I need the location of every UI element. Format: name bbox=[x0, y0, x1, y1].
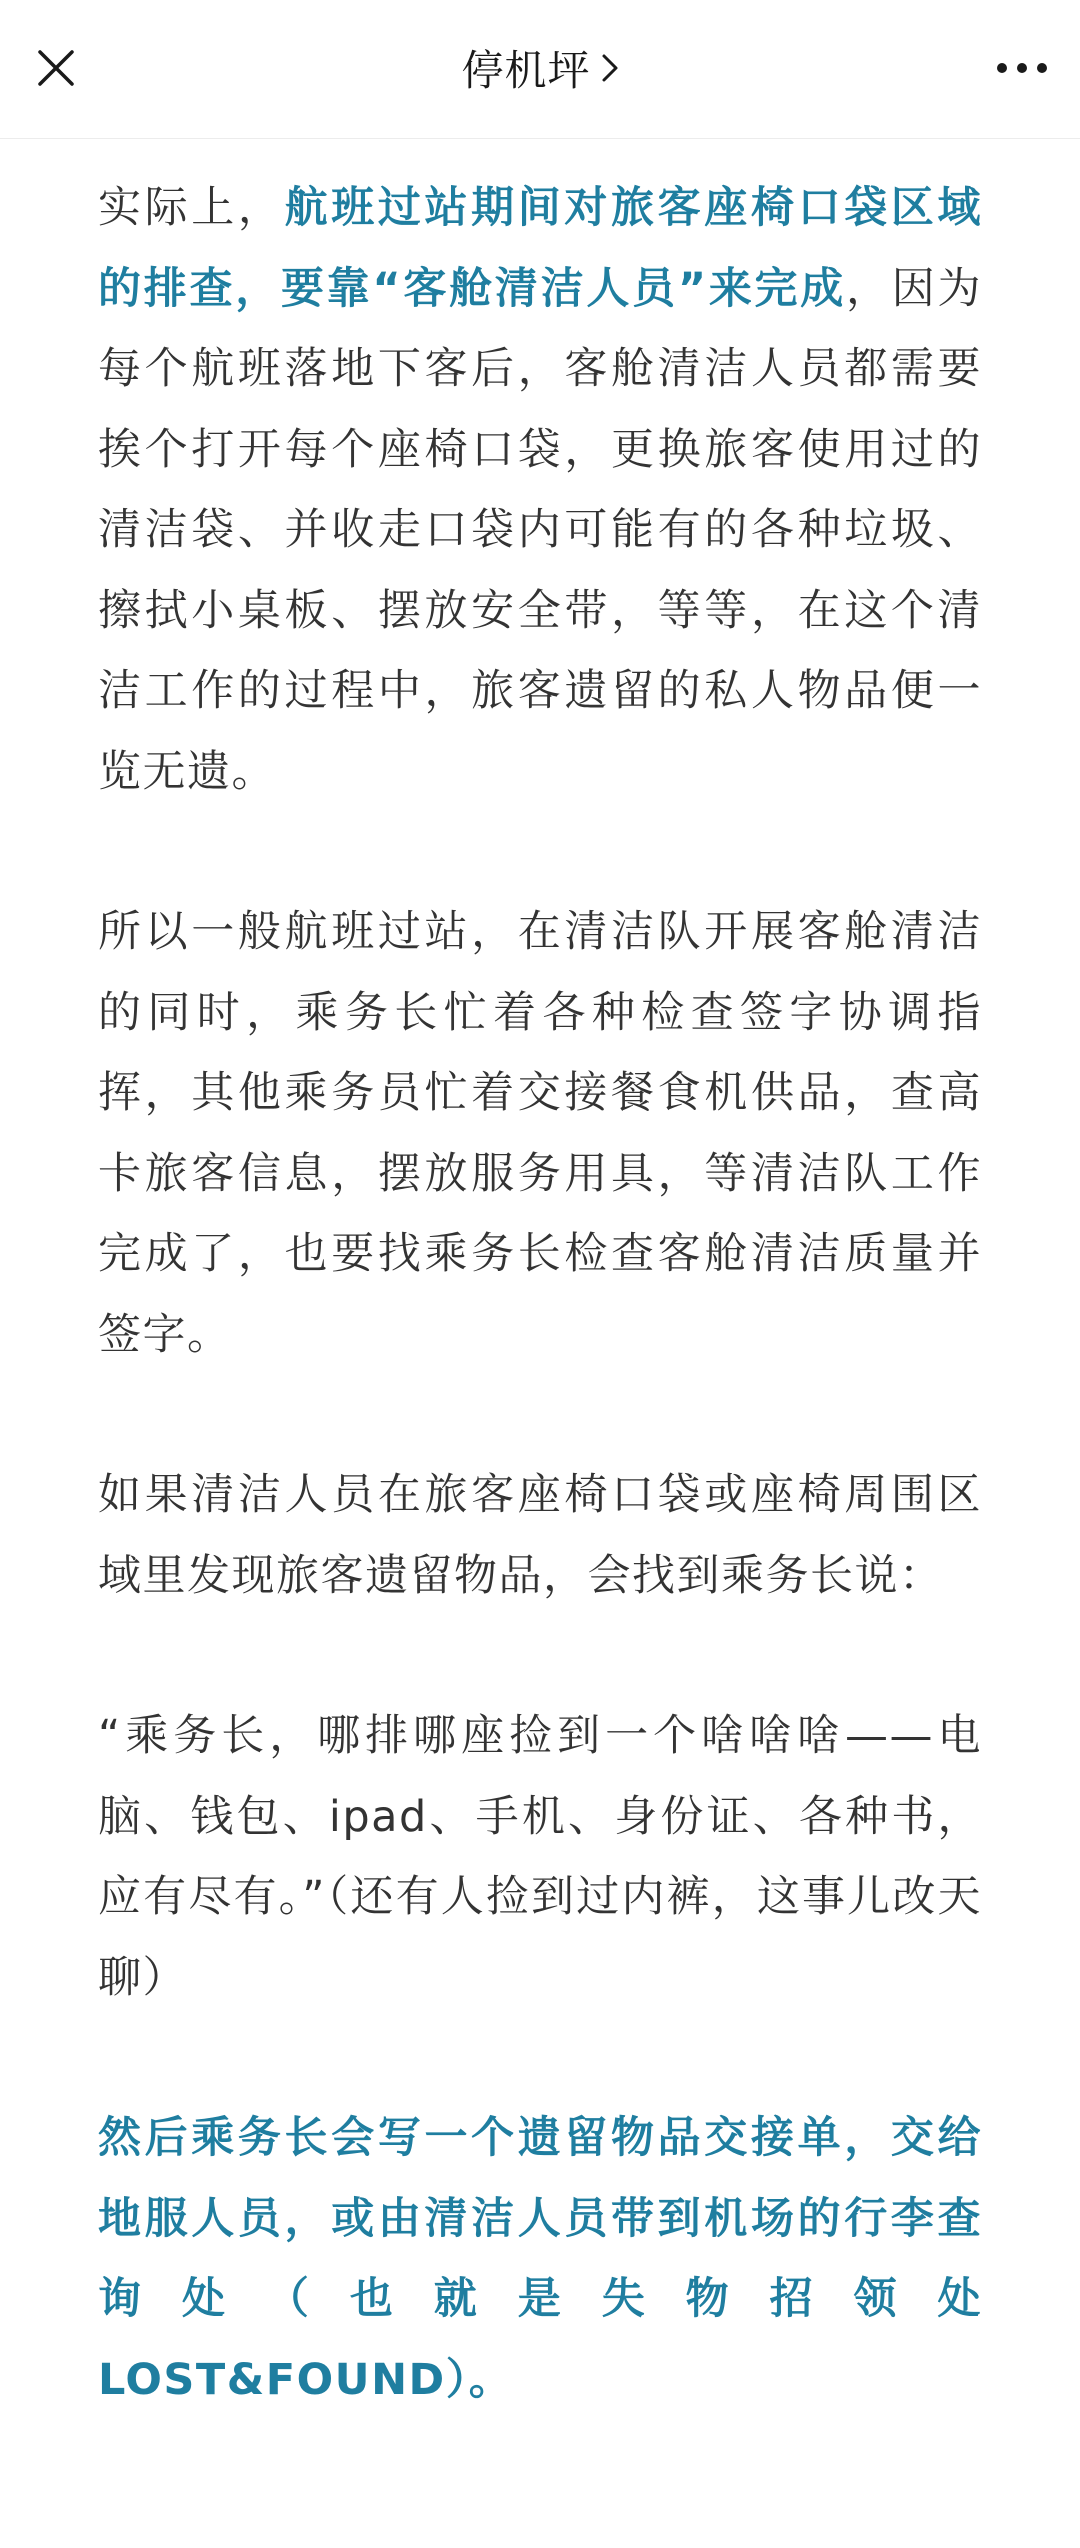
paragraph-1-prefix: 实际上， bbox=[98, 183, 285, 233]
page-title: 停机坪 bbox=[461, 46, 591, 95]
paragraph-3: 如果清洁人员在旅客座椅口袋或座椅周围区域里发现旅客遗留物品，会找到乘务长说： bbox=[98, 1470, 982, 1601]
paragraph-1-highlight: 航班过站期间对旅客座椅口袋区域的排查，要靠“客舱清洁人员”来完成 bbox=[98, 183, 983, 314]
more-horizontal-icon bbox=[996, 62, 1048, 74]
paragraph-1 bbox=[98, 168, 982, 812]
top-nav-bar bbox=[0, 0, 1080, 139]
paragraph-spacer bbox=[98, 1375, 982, 1455]
article-body bbox=[98, 168, 982, 2420]
account-title-link[interactable] bbox=[0, 36, 1080, 100]
paragraph-2: 所以一般航班过站，在清洁队开展客舱清洁的同时，乘务长忙着各种检查签字协调指挥，其他乘务员忙着交接餐食机供品，查高卡旅客信息，摆放服务用具，等清洁队工作完成了，也要找乘务长检查客舱清洁质量并签字。 bbox=[98, 907, 982, 1360]
paragraph-1-suffix: ，因为每个航班落地下客后，客舱清洁人员都需要挨个打开每个座椅口袋，更换旅客使用过的清洁袋、并收走口袋内可能有的各种垃圾、擦拭小桌板、摆放安全带，等等，在这个清洁工作的过程中，旅客遗留的私人物品便一览无遗。 bbox=[98, 263, 983, 797]
chevron-right-icon bbox=[601, 53, 619, 83]
more-button[interactable] bbox=[990, 40, 1054, 96]
paragraph-4-quote: “乘务长，哪排哪座捡到一个啥啥啥——电脑、钱包、ipad、手机、身份证、各种书，应有尽有。”（还有人捡到过内裤，这事儿改天聊） bbox=[98, 1711, 982, 2003]
paragraph-spacer bbox=[98, 812, 982, 892]
paragraph-spacer bbox=[98, 2018, 982, 2098]
paragraph-spacer bbox=[98, 1616, 982, 1696]
paragraph-5-highlight: 然后乘务长会写一个遗留物品交接单，交给地服人员，或由清洁人员带到机场的行李查询处（也就是失物招领处LOST&FOUND）。 bbox=[98, 2113, 982, 2405]
